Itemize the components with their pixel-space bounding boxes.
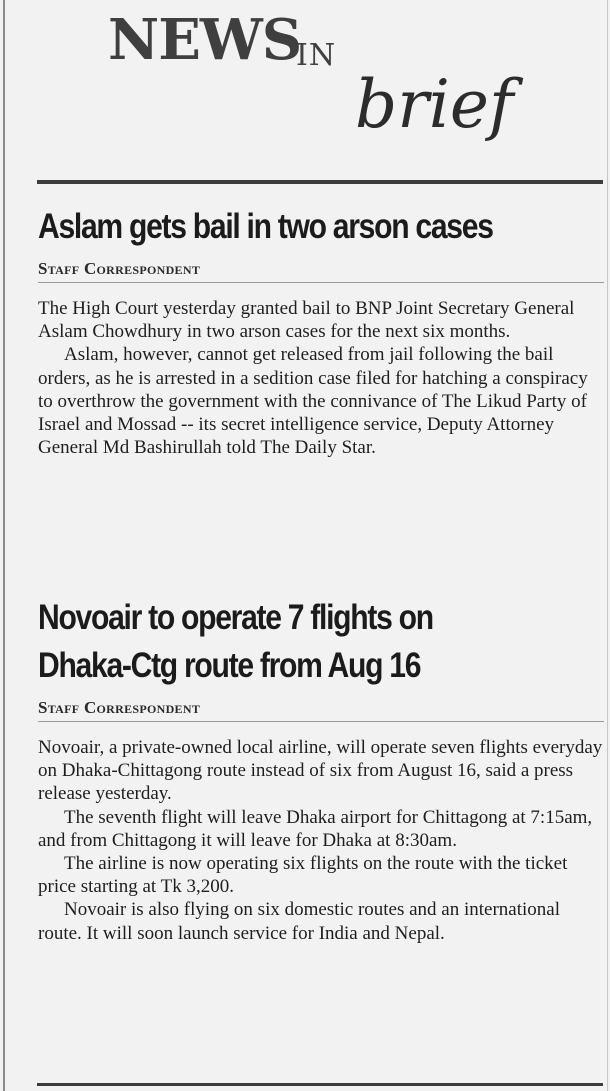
news-in-brief-masthead xyxy=(0,0,610,180)
bottom-divider xyxy=(37,1083,603,1086)
byline-divider xyxy=(38,721,604,722)
article-paragraph: The airline is now operating six flights on the route with the ticket price starting at Tk 3,200. xyxy=(38,853,568,898)
article-byline: Staff Correspondent xyxy=(38,698,201,717)
article-aslam-bail xyxy=(38,203,604,459)
article-paragraph: The High Court yesterday granted bail to BNP Joint Secretary General Aslam Chowdhury in two arson cases for the next six months. xyxy=(38,298,575,343)
byline-divider xyxy=(38,282,604,283)
article-body xyxy=(38,736,604,945)
article-byline: Staff Correspondent xyxy=(38,259,201,278)
masthead-news: NEWS xyxy=(108,7,302,73)
masthead-in: IN xyxy=(296,38,337,73)
article-headline xyxy=(38,594,606,690)
article-paragraph: Novoair is also flying on six domestic routes and an international route. It will soon launch service for India and Nepal. xyxy=(38,899,561,944)
masthead-brief: brief xyxy=(355,66,514,143)
article-novoair-flights xyxy=(38,594,604,945)
article-body xyxy=(38,297,604,459)
article-paragraph: The seventh flight will leave Dhaka airport for Chittagong at 7:15am, and from Chittagong it will leave for Dhaka at 8:30am. xyxy=(38,806,593,851)
article-headline-line: Dhaka-Ctg route from Aug 16 xyxy=(38,646,421,685)
article-headline: Aslam gets bail in two arson cases xyxy=(38,207,493,246)
top-divider xyxy=(37,180,603,184)
article-paragraph: Novoair, a private-owned local airline, will operate seven flights everyday on Dhaka-Chittagong route instead of six from August 16, said a press release yesterday. xyxy=(38,737,603,805)
article-headline-line: Novoair to operate 7 flights on xyxy=(38,598,433,637)
article-paragraph: Aslam, however, cannot get released from jail following the bail orders, as he is arrested in a sedition case filed for hatching a conspiracy to overthrow the government with the connivance of The Likud Party of Israel and Mossad -- its secret intelligence service, Deputy Attorney General Md Bashirullah told The Daily Star. xyxy=(38,344,588,459)
